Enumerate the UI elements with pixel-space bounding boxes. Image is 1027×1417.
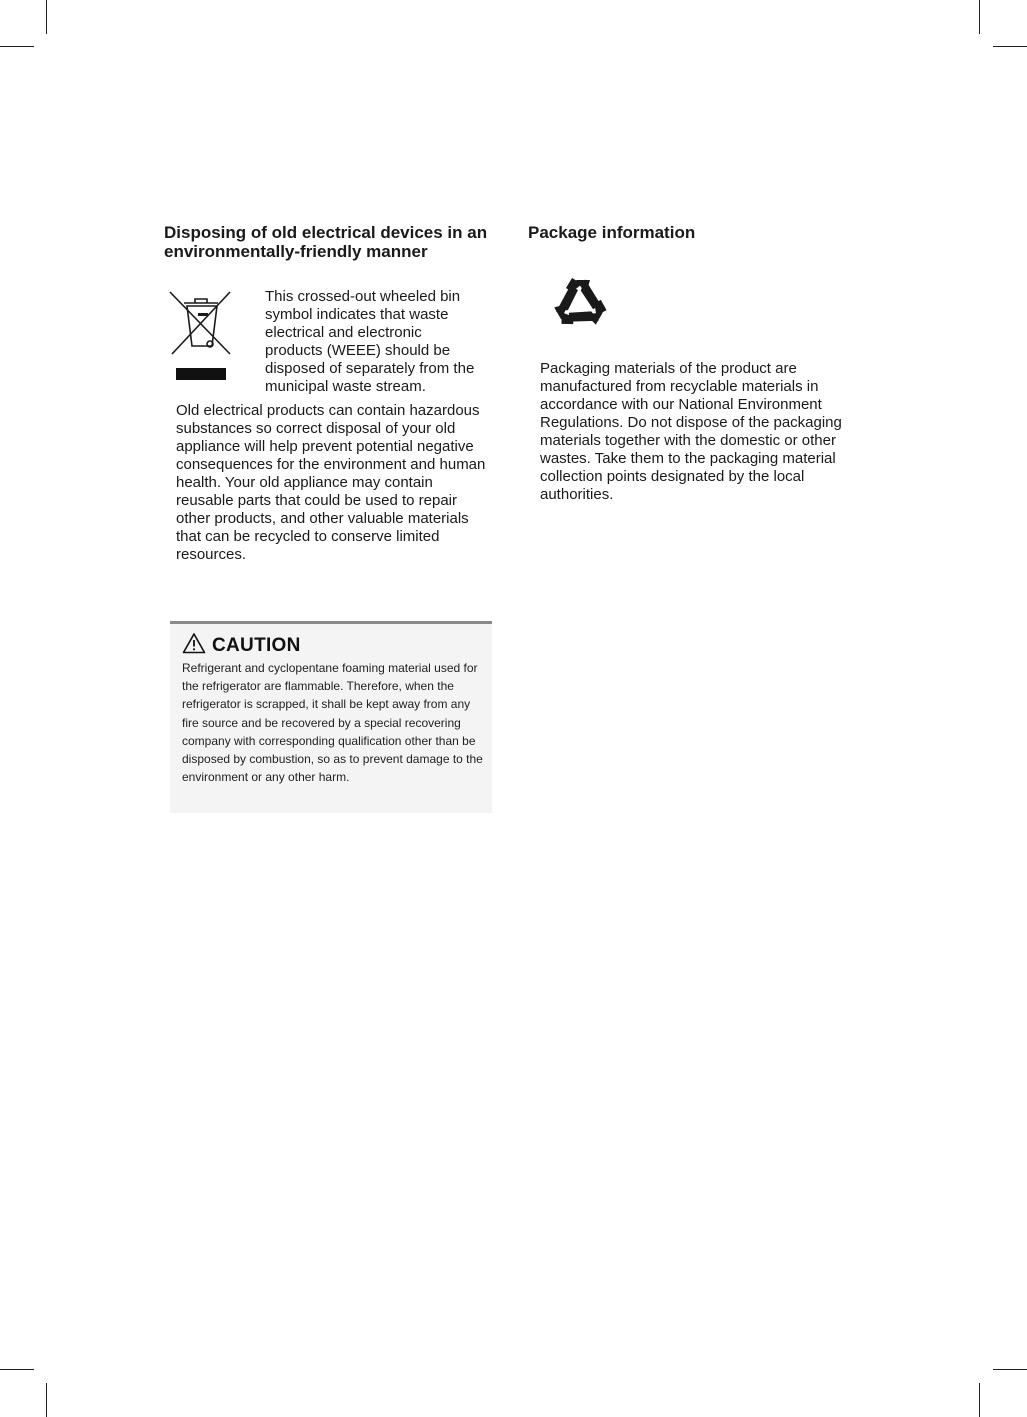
disposal-heading: Disposing of old electrical devices in an environmentally-friendly manner (164, 223, 488, 261)
crossed-out-wheeled-bin-icon (166, 288, 236, 384)
crop-mark (993, 46, 1027, 47)
disposal-body-text: Old electrical products can contain hazardous substances so correct disposal of your old appliance will help prevent potential negative consequences for the environment and human health. Your old appliance may contain reusable parts that could be used to repair other products, and other valuable materials that can be recycled to conserve limited resources. (176, 402, 486, 563)
caution-box (170, 621, 492, 813)
package-body-text: Packaging materials of the product are manufactured from recyclable materials in accordance with our National Environment Regulations. Do not dispose of the packaging materials together with the domestic or other wastes. Take them to the packaging material collection points designated by the local authorities. (540, 360, 842, 503)
crop-mark (46, 0, 47, 34)
caution-header (182, 632, 301, 659)
crop-mark (979, 0, 980, 34)
crop-mark (993, 1369, 1027, 1370)
crop-mark (979, 1383, 980, 1417)
crop-mark (46, 1383, 47, 1417)
crop-mark (0, 1369, 34, 1370)
caution-title: CAUTION (212, 634, 301, 656)
crop-mark (0, 46, 34, 47)
package-information-heading: Package information (528, 223, 696, 242)
recycle-icon (542, 266, 618, 342)
caution-text: Refrigerant and cyclopentane foaming material used for the refrigerator are flammable. Therefore, when the refrigerator is scrapped, it shall be kept away from any fire source and be recovered by a special recovering company with corresponding qualification other than be disposed by combustion, so as to prevent damage to the environment or any other harm. (182, 661, 483, 785)
weee-symbol-description: This crossed-out wheeled bin symbol indicates that waste electrical and electronic products (WEEE) should be disposed of separately from the municipal waste stream. (265, 288, 475, 395)
warning-triangle-icon (182, 632, 206, 659)
